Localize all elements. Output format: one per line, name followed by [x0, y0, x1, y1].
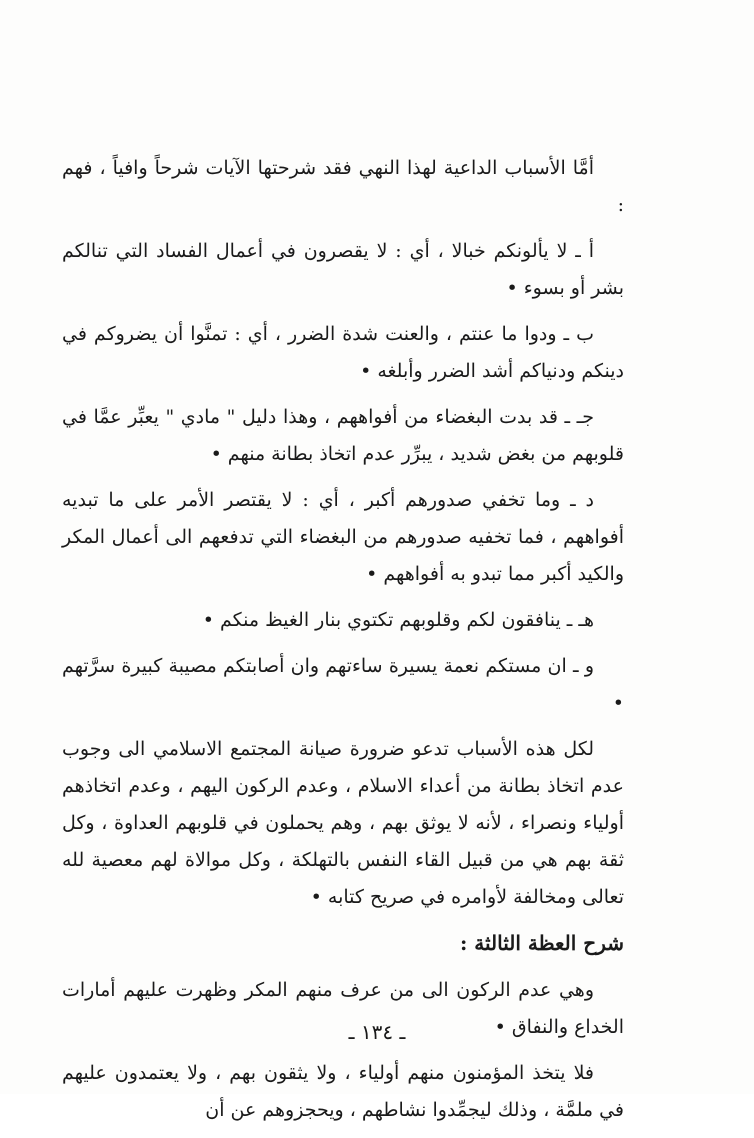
reason-item-jim: جـ ـ قد بدت البغضاء من أفواههم ، وهذا دليل " مادي " يعبِّر عمَّا في قلوبهم من بغض شديد ، يبرِّر عدم اتخاذ بطانة منهم • [62, 406, 624, 465]
reason-item-dal: د ـ وما تخفي صدورهم أكبر ، أي : لا يقتصر الأمر على ما تبديه أفواههم ، فما تخفيه صدورهم من البغضاء التي تدفعهم الى أعمال المكر والكيد أكبر مما تبدو به أفواههم • [62, 489, 624, 585]
section-heading: شرح العظة الثالثة : [459, 931, 624, 955]
reason-item-ha: هـ ـ ينافقون لكم وقلوبهم تكتوي بنار الغيظ منكم • [202, 609, 594, 631]
reason-item-waw: و ـ ان مستكم نعمة يسيرة ساءتهم وان أصابتكم مصيبة كبيرة سرَّتهم • [62, 655, 624, 714]
page-body-text [62, 150, 624, 1138]
intro-paragraph: أمَّا الأسباب الداعية لهذا النهي فقد شرحتها الآيات شرحاً وافياً ، فهم : [62, 157, 624, 216]
reason-item-alif: أ ـ لا يألونكم خبالا ، أي : لا يقصرون في أعمال الفساد التي تنالكم بشر أو بسوء • [62, 240, 624, 299]
section-paragraph: فلا يتخذ المؤمنون منهم أولياء ، ولا يثقون بهم ، ولا يعتمدون عليهم في ملمَّة ، وذلك ليجمِّدوا نشاطهم ، ويحجزوهم عن أن [62, 1062, 624, 1121]
reason-item-ba: ب ـ ودوا ما عنتم ، والعنت شدة الضرر ، أي : تمنَّوا أن يضروكم في دينكم ودنياكم أشد الضرر وأبلغه • [62, 323, 624, 382]
conclusion-paragraph: لكل هذه الأسباب تدعو ضرورة صيانة المجتمع الاسلامي الى وجوب عدم اتخاذ بطانة من أعداء الاسلام ، وعدم الركون اليهم ، وعدم اتخاذهم أولياء ونصراء ، لأنه لا يوثق بهم ، وهم يحملون في قلوبهم العداوة ، وكل ثقة بهم هي من قبيل القاء النفس بالتهلكة ، وكل موالاة لهم معصية لله تعالى ومخالفة لأوامره في صريح كتابه • [62, 738, 624, 908]
page-number: ـ ١٣٤ ـ [348, 1020, 406, 1044]
section-paragraph: وهي عدم الركون الى من عرف منهم المكر وظهرت عليهم أمارات الخداع والنفاق • [62, 979, 624, 1038]
